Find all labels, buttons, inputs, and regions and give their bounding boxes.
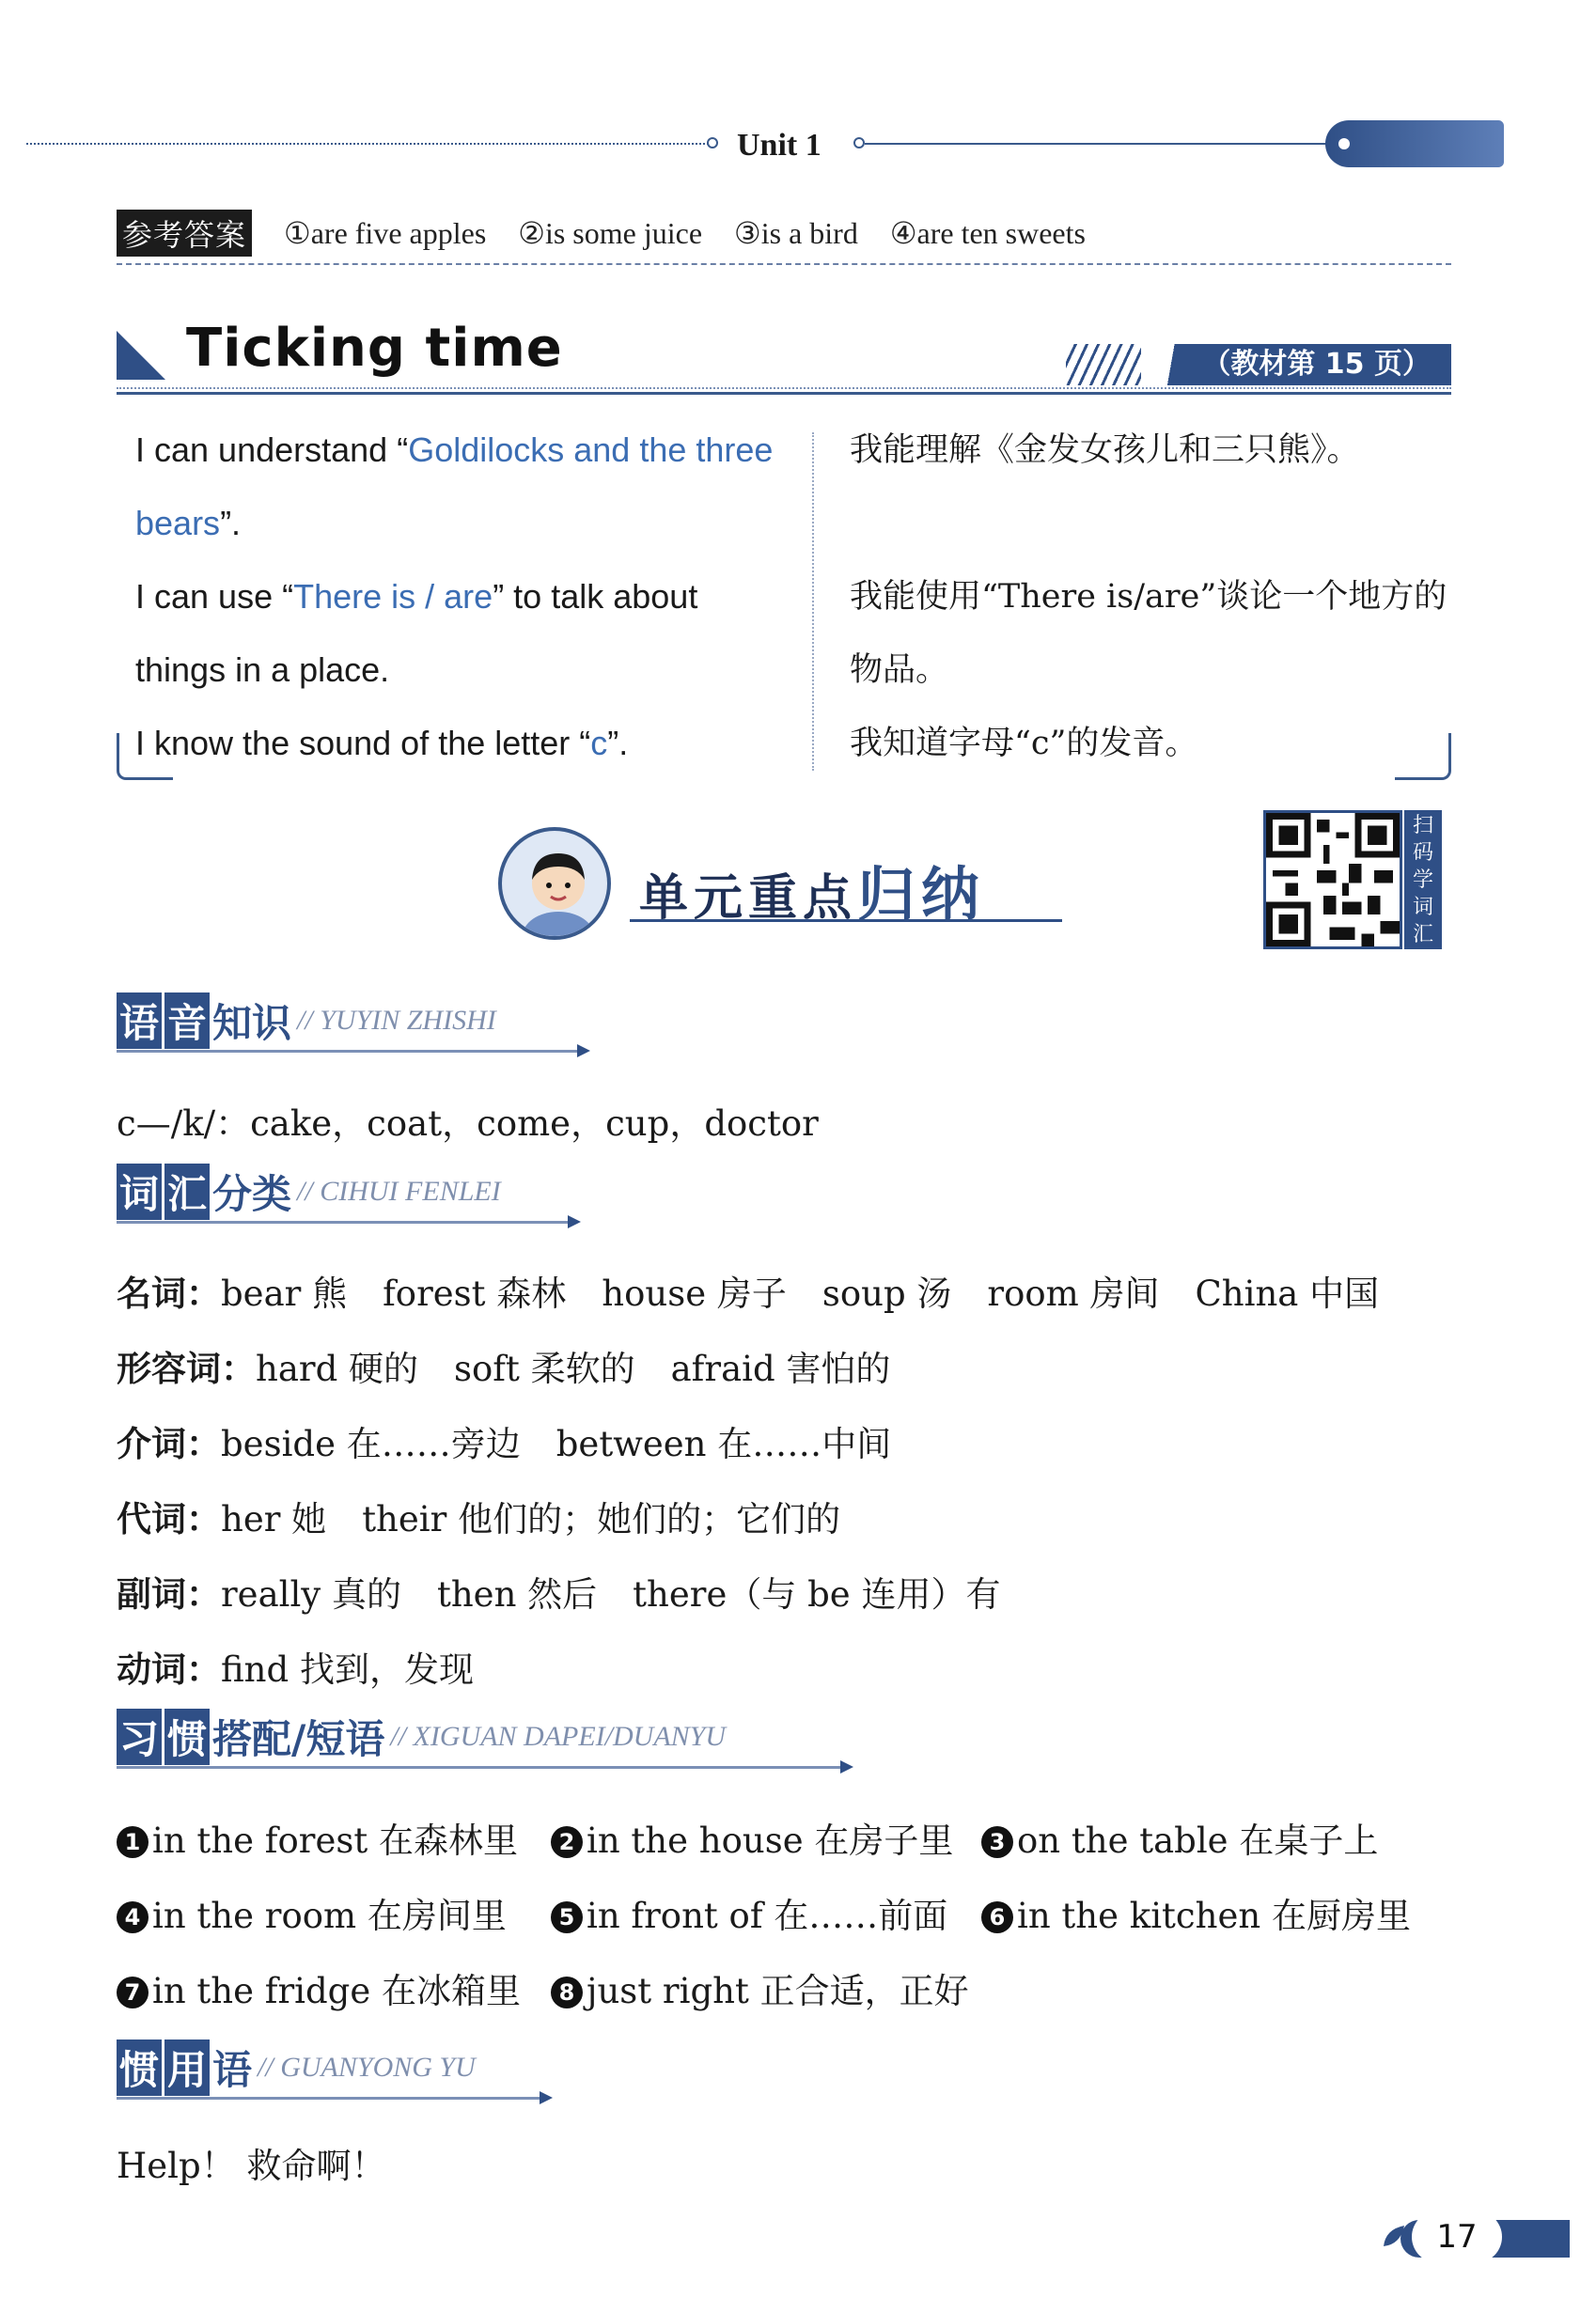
- section-underline: [117, 1766, 850, 1769]
- answer-item: ④are ten sweets: [889, 216, 1086, 250]
- answer-row: [117, 209, 1451, 265]
- section-underline: [117, 1050, 587, 1053]
- qr-code-icon[interactable]: [1263, 810, 1402, 949]
- ticking-box: [117, 414, 1451, 789]
- summary-underline: [630, 919, 1062, 922]
- section-vocab-header: 词 汇 分类 // CIHUI FENLEI: [117, 1164, 587, 1224]
- header-tab: [1325, 120, 1504, 167]
- section-phonics-header: 语 音 知识 // YUYIN ZHISHI: [117, 992, 605, 1053]
- phrase-item: 8 just right 正合适，正好: [551, 1962, 969, 2013]
- header-dot-right: [853, 137, 865, 148]
- corner-bracket-right: [1395, 733, 1451, 780]
- section-underline: [117, 2097, 549, 2100]
- phonics-line: c—/k/：cake，coat，come，cup，doctor: [117, 1103, 819, 1144]
- ticking-row-2-en: I can use “There is / are” to talk about things in a place.: [135, 577, 698, 689]
- summary-title: 单元重点归纳: [639, 860, 986, 929]
- answer-tag: 参考答案: [117, 210, 252, 257]
- triangle-icon: [117, 331, 165, 380]
- vocab-row-verbs: 动词：find 找到，发现: [117, 1649, 474, 1690]
- textbook-page-ref: （教材第 15 页）: [1136, 344, 1451, 385]
- unit-label: Unit 1: [737, 128, 821, 163]
- phrase-item: 5 in front of 在……前面: [551, 1887, 947, 1938]
- ticking-title: Ticking time: [186, 318, 563, 379]
- answer-item: ①are five apples: [284, 216, 487, 250]
- phrase-item: 6 in the kitchen 在厨房里: [981, 1887, 1411, 1938]
- vocab-row-pronouns: 代词：her 她 their 他们的；她们的；它们的: [117, 1499, 841, 1539]
- phrase-grid: [117, 1812, 1451, 2038]
- header-dot-left: [707, 137, 718, 148]
- vocab-row-nouns: 名词：bear 熊 forest 森林 house 房子 soup 汤 room 房间 China 中国: [117, 1274, 1380, 1314]
- ticking-underline: [117, 387, 1451, 389]
- ticking-row-1-en: I can understand “Goldilocks and the three bears”.: [135, 430, 774, 542]
- section-underline: [117, 1221, 577, 1224]
- ticking-row-1-cn: 我能理解《金发女孩儿和三只熊》。: [850, 431, 1360, 469]
- boy-avatar-icon: [498, 827, 611, 940]
- ticking-row-3-en: I know the sound of the letter “c”.: [135, 724, 629, 762]
- ticking-row-2-cn: 我能使用“There is/are”谈论一个地方的物品。: [850, 578, 1447, 689]
- header-rule-left: [26, 143, 712, 145]
- section-phrases-header: 习 惯 搭配/短语 // XIGUAN DAPEI/DUANYU: [117, 1709, 868, 1769]
- phrase-item: 1 in the forest 在森林里: [117, 1812, 518, 1863]
- ticking-divider: [812, 432, 814, 771]
- phrase-item: 3 on the table 在桌子上: [981, 1812, 1378, 1863]
- vocab-row-adverbs: 副词：really 真的 then 然后 there（与 be 连用）有: [117, 1574, 1001, 1615]
- ticking-english: [135, 414, 793, 780]
- answer-item: ②is some juice: [518, 216, 703, 250]
- section-idioms-header: 惯 用 语 // GUANYONG YU: [117, 2040, 568, 2100]
- qr-label: 扫 码 学 词 汇: [1404, 810, 1442, 949]
- page-number: 17: [1412, 2211, 1502, 2263]
- ticking-row-3-cn: 我知道字母“c”的发音。: [850, 725, 1198, 762]
- vocab-row-prepositions: 介词：beside 在……旁边 between 在……中间: [117, 1424, 892, 1464]
- phrase-item: 2 in the house 在房子里: [551, 1812, 953, 1863]
- idiom-line: Help！ 救命啊！: [117, 2146, 386, 2186]
- header-rule-right: [865, 143, 1335, 145]
- vocab-row-adjectives: 形容词：hard 硬的 soft 柔软的 afraid 害怕的: [117, 1349, 891, 1389]
- answer-item: ③is a bird: [734, 216, 858, 250]
- corner-bracket-left: [117, 733, 173, 780]
- ticking-chinese: [850, 414, 1470, 780]
- phrase-item: 7 in the fridge 在冰箱里: [117, 1962, 521, 2013]
- summary-banner: [498, 827, 1081, 940]
- leaf-icon: [1382, 2224, 1406, 2248]
- phrase-item: 4 in the room 在房间里: [117, 1887, 507, 1938]
- slash-decoration: [1066, 344, 1141, 385]
- ticking-header: [117, 310, 1451, 395]
